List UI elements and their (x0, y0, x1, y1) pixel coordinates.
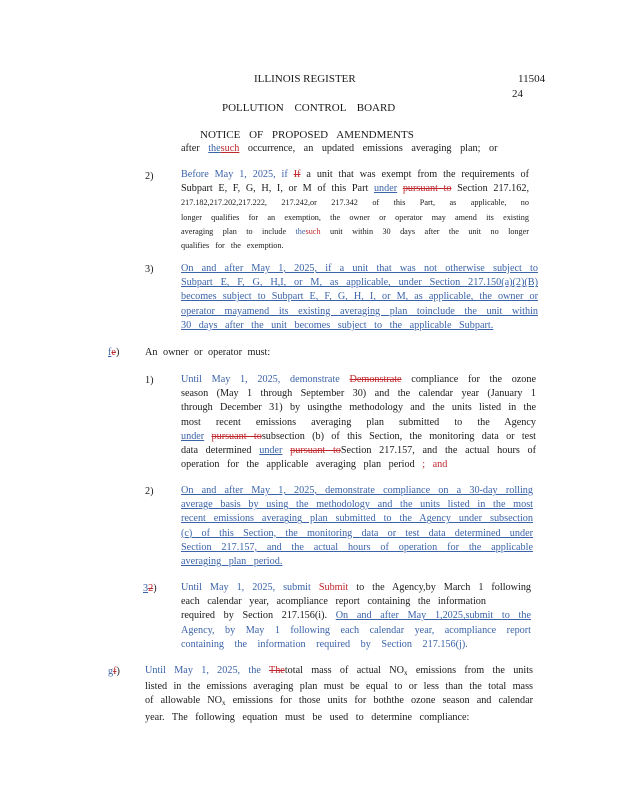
section-g-paragraph: Until May 1, 2025, the Thetotal mass of actual $NO_x$ emissions from the units listed in the emissions averaging plan must be equal to or less than the total mass of allowable $NO_x$ emissions for those units for boththe ozone season and calendar year. The following equation must be used to determine compliance: (145, 665, 534, 723)
item-3-number: 3) (145, 264, 154, 275)
f-item-2-paragraph: On and after May 1, 2025, demonstrate compliance on a 30-day rolling average basis by using the methodology and the units listed in the most recent emissions averaging plan submitted to the Agency under subsection (c) of this Section, the monitoring data or test data determined under Section 217.157, and the actual hours of operation for the applicable averaging plan period. (181, 485, 533, 568)
item-2-number: 2) (145, 171, 154, 182)
f-item-2-number: 2) (145, 486, 154, 497)
f-item-3-number: 32) (143, 583, 157, 594)
f-item-1-number: 1) (145, 375, 154, 386)
continuation-paragraph: after thesuch occurrence, an updated emissions averaging plan; or (181, 143, 498, 154)
notice-heading: NOTICE OF PROPOSED AMENDMENTS (200, 129, 414, 141)
section-f-text: An owner or operator must: (145, 347, 271, 358)
item-2-paragraph: Before May 1, 2025, if If a unit that was exempt from the requirements of Subpart E, F, G, H, I, or M of this Part under pursuant to Section 217.162, 217.182,217.202,217.222, 217.242,or 217.342 of this Part, as applicable, no longer qualifies for an exemption, the owner or operator may amend its existing averaging plan to include thesuch unit within 30 days after the unit no longer qualifies for the exemption. (181, 169, 530, 251)
section-f-label: fe) (108, 347, 120, 358)
item-3-paragraph: On and after May 1, 2025, if a unit that was not otherwise subject to Subpart E, F, G, H,I, or M, as applicable, under Section 217.150(a)(2)(B) becomes subject to Subpart E, F, G, H, I, or M, as applicable, the owner or operator mayamend its existing averaging plan toinclude the unit within 30 days after the unit becomes subject to the applicable Subpart. (181, 263, 538, 331)
board-name: POLLUTION CONTROL BOARD (222, 102, 396, 114)
section-g-label: gf) (108, 666, 120, 677)
register-title: ILLINOIS REGISTER (254, 73, 356, 85)
page-sub-number: 24 (512, 88, 523, 100)
f-item-1-paragraph: Until May 1, 2025, demonstrate Demonstrate compliance for the ozone season (May 1 through September 30) and the calendar year (January 1 through December 31) by usingthe methodology and the units listed in the most recent emissions averaging plan submitted to the Agency under pursuant tosubsection (b) of this Section, the monitoring data or test data determined under pursuant toSection 217.157, and the actual hours of operation for the applicable averaging plan period ; and (181, 374, 537, 471)
page-number: 11504 (518, 73, 546, 85)
f-item-3-paragraph: Until May 1, 2025, submit Submit to the Agency,by March 1 following each calendar year, acompliance report containing the information required by Section 217.156(i). On and after May 1,2025,submit to the Agency, by May 1 following each calendar year, acompliance report containing the information required by Section 217.156(j). (181, 582, 532, 650)
